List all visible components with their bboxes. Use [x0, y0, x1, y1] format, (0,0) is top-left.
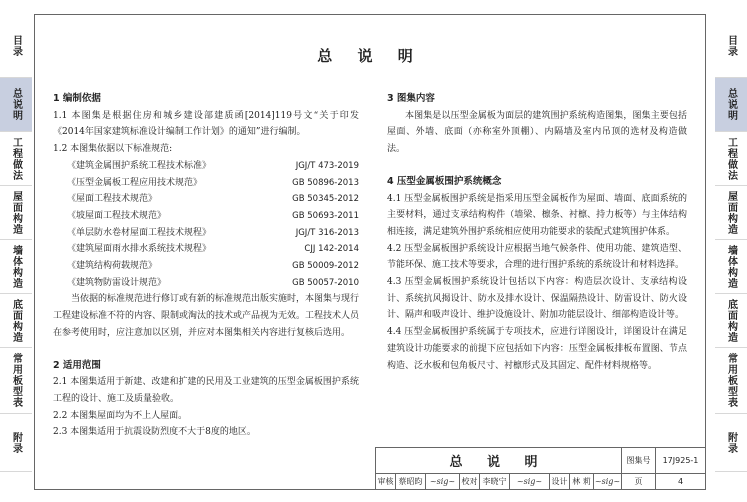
standard-row — [53, 175, 359, 192]
standard-code: JGJ/T 316-2013 — [295, 227, 359, 238]
standard-row — [53, 191, 359, 208]
para-4-1: 4.1 压型金属板围护系统是指采用压型金属板作为屋面、墙面、底面系统的主要材料，通过支承结构构件（墙梁、檩条、衬檩、持力板等）与主体结构相连接，满足建筑外围护系统相应使用功能要求的装配式建筑围护体系。 — [387, 193, 687, 237]
standard-row — [53, 225, 359, 242]
para-1-2: 1.2 本图集依据以下标准规范: — [53, 144, 173, 155]
left-tab-label: 屋面构造 — [10, 190, 22, 235]
left-tab-4[interactable] — [0, 240, 32, 294]
left-tab-2[interactable] — [0, 132, 32, 186]
section-4-heading: 4 压型金属板围护系统概念 — [387, 175, 502, 187]
para-3: 本图集是以压型金属板为面层的建筑围护系统构造图集，图集主要包括屋面、外墙、底面（亦称室外顶棚）、内隔墙及室内吊顶的选材及构造做法。 — [387, 110, 687, 155]
design-signature: ~sig~ — [594, 474, 622, 490]
standard-code: GB 50693-2011 — [292, 210, 359, 221]
right-column — [387, 91, 687, 374]
left-tab-6[interactable] — [0, 348, 32, 414]
left-tab-label: 常用板型表 — [10, 353, 22, 408]
review-label: 审核 — [376, 474, 396, 490]
right-tab-3[interactable] — [715, 186, 747, 240]
standards-list — [53, 158, 359, 292]
standard-row — [53, 275, 359, 292]
right-tab-label: 屋面构造 — [725, 190, 737, 235]
standard-name: 《单层防水卷材屋面工程技术规程》 — [67, 227, 212, 238]
page-number: 4 — [656, 474, 706, 490]
standard-code: GB 50896-2013 — [292, 177, 359, 188]
para-1-1: 1.1 本图集是根据住房和城乡建设部建质函[2014]119号文“关于印发《2014年国家建筑标准设计编制工作计划》的通知”进行编制。 — [53, 110, 359, 138]
left-tab-1[interactable] — [0, 78, 32, 132]
standards-note: 当依据的标准规范进行修订或有新的标准规范出版实施时，本图集与现行工程建设标准不符的内容、限制或淘汰的技术或产品视为无效。工程技术人员在参考使用时，应注意加以区别，并应对本图集相关内容进行复核后选用。 — [53, 294, 360, 338]
standard-name: 《屋面工程技术规范》 — [67, 194, 158, 205]
para-2-2: 2.2 本图集屋面均为不上人屋面。 — [53, 410, 188, 421]
right-tab-0[interactable] — [715, 14, 747, 78]
right-tab-label: 工程做法 — [725, 136, 737, 181]
standard-name: 《坡屋面工程技术规范》 — [67, 210, 167, 221]
right-tab-label: 底面构造 — [725, 298, 737, 343]
left-tab-label: 底面构造 — [10, 298, 22, 343]
standard-code: GB 50009-2012 — [292, 261, 359, 272]
left-tab-7[interactable] — [0, 414, 32, 472]
section-1-heading: 1 编制依据 — [53, 93, 101, 104]
left-tab-label: 附录 — [10, 431, 22, 454]
standard-name: 《压型金属板工程应用技术规范》 — [67, 177, 203, 188]
standard-row — [53, 208, 359, 225]
page-title: 总 说 明 — [317, 47, 423, 65]
review-name: 蔡昭昀 — [396, 474, 426, 490]
check-name: 李晓宁 — [480, 474, 510, 490]
para-4-4: 4.4 压型金属板围护系统属于专项技术，应进行详图设计，详图设计在满足建筑设计功能要求的前提下应包括如下内容：压型金属板排板布置图、节点构造、泛水板和包角板尺寸、衬檩形式及其固定、配件材料规格等。 — [387, 327, 687, 371]
right-tab-label: 墙体构造 — [725, 244, 737, 289]
para-2-3: 2.3 本图集适用于抗震设防烈度不大于8度的地区。 — [53, 427, 256, 438]
left-tab-label: 目录 — [10, 34, 22, 57]
left-tab-3[interactable] — [0, 186, 32, 240]
right-tab-label: 目录 — [725, 34, 737, 57]
standard-code: CJJ 142-2014 — [304, 244, 359, 255]
standard-row — [53, 241, 359, 258]
standard-name: 《建筑屋面雨水排水系统技术规程》 — [67, 244, 212, 255]
para-2-1: 2.1 本图集适用于新建、改建和扩建的民用及工业建筑的压型金属板围护系统工程的设计、施工及质量验收。 — [53, 377, 359, 404]
right-tab-7[interactable] — [715, 414, 747, 472]
right-tab-1[interactable] — [715, 78, 747, 132]
standard-code: JGJ/T 473-2019 — [295, 160, 359, 171]
left-tab-label: 墙体构造 — [10, 244, 22, 289]
para-4-3: 4.3 压型金属板围护系统设计包括以下内容：构造层次设计、支承结构设计、系统抗风揭设计、防水及排水设计、保温隔热设计、防雷设计、防火设计、隔声和吸声设计、维护设施设计、附加功能层设计、细部构造设计等。 — [387, 277, 687, 321]
review-signature: ~sig~ — [426, 474, 460, 490]
right-tab-label: 附录 — [725, 431, 737, 454]
para-4-2: 4.2 压型金属板围护系统设计应根据当地气候条件、使用功能、建筑造型、节能环保、施工技术等要求，合理的进行围护系统的系统设计和材料选择。 — [387, 243, 687, 271]
left-tab-label: 工程做法 — [10, 136, 22, 181]
title-block-title: 总 说 明 — [376, 448, 622, 474]
left-column — [53, 91, 359, 441]
right-tab-4[interactable] — [715, 240, 747, 294]
check-signature: ~sig~ — [510, 474, 550, 490]
atlas-number: 17J925-1 — [656, 448, 706, 474]
standard-code: GB 50057-2010 — [292, 277, 359, 288]
right-tab-6[interactable] — [715, 348, 747, 414]
standard-code: GB 50345-2012 — [292, 194, 359, 205]
left-tab-5[interactable] — [0, 294, 32, 348]
standard-row — [53, 258, 359, 275]
atlas-label: 图集号 — [622, 448, 656, 474]
left-tab-label: 总说明 — [10, 88, 22, 121]
design-label: 设计 — [550, 474, 570, 490]
right-tab-label: 总说明 — [725, 88, 737, 121]
standard-row — [53, 158, 359, 175]
standard-name: 《建筑结构荷载规范》 — [67, 261, 158, 272]
page-frame — [34, 14, 706, 490]
page-label: 页 — [622, 474, 656, 490]
standard-name: 《建筑金属围护系统工程技术标准》 — [67, 160, 212, 171]
right-tab-label: 常用板型表 — [725, 353, 737, 408]
right-tab-5[interactable] — [715, 294, 747, 348]
section-3-heading: 3 图集内容 — [387, 93, 435, 104]
check-label: 校对 — [460, 474, 480, 490]
left-tab-0[interactable] — [0, 14, 32, 78]
design-name: 林 莉 — [570, 474, 594, 490]
section-2-heading: 2 适用范围 — [53, 359, 101, 371]
title-block — [375, 447, 705, 489]
standard-name: 《建筑物防雷设计规范》 — [67, 277, 167, 288]
right-tab-2[interactable] — [715, 132, 747, 186]
